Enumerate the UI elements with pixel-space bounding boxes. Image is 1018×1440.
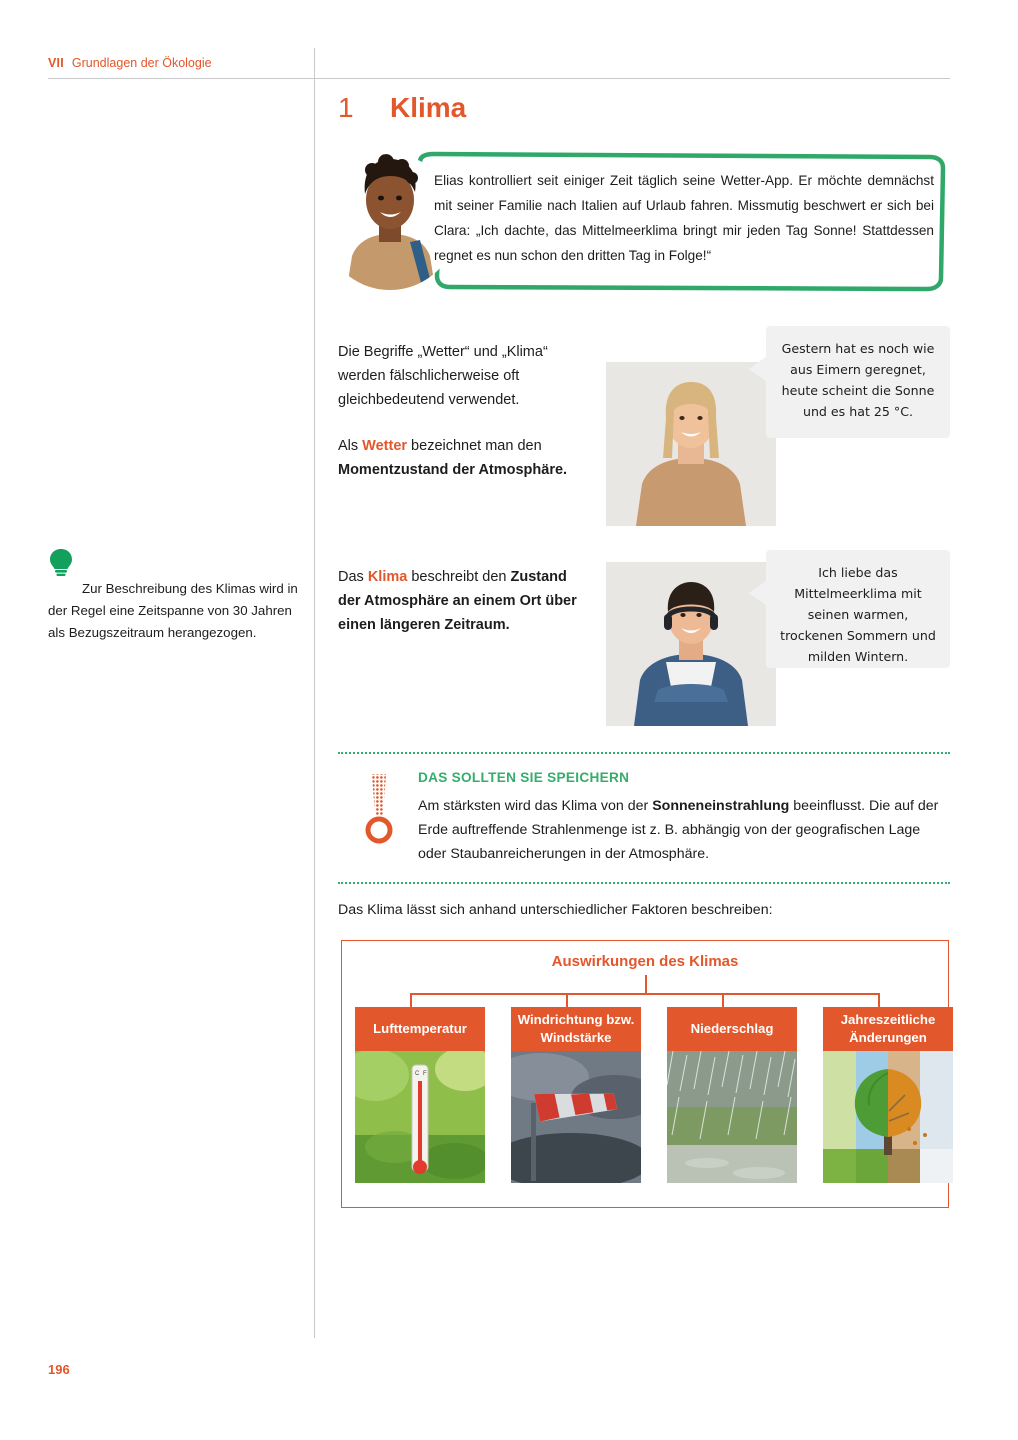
save-box-text-bold: Sonneneinstrahlung (652, 798, 790, 814)
diagram-cell-label: Jahreszeitliche Änderungen (823, 1007, 953, 1051)
tree-four-seasons-photo (823, 1051, 953, 1183)
lightbulb-icon (48, 548, 74, 583)
save-box-text-part1: Am stärksten wird das Klima von der (418, 798, 653, 814)
diagram-cell-windrichtung (511, 1007, 641, 1183)
save-box-text-part2: beeinflusst. Die auf der Erde auftreffende Strahlenmenge ist z. B. abhängig von der geografischen Lage oder Staubanreicherungen in der Atmosphäre. (418, 798, 939, 862)
connector-drop-3 (722, 993, 724, 1007)
margin-divider (314, 48, 315, 1338)
speech-bubble-wetter (766, 326, 950, 438)
margin-tip (48, 548, 298, 644)
definition-klima-text (338, 565, 588, 637)
page-title (338, 92, 466, 124)
exclamation-mark-icon (356, 772, 400, 849)
diagram-cell-label: Niederschlag (667, 1007, 797, 1051)
save-box-title: DAS SOLLTEN SIE SPEICHERN (418, 770, 630, 785)
leadin-text: Das Klima lässt sich anhand unterschiedlicher Faktoren beschreiben: (338, 902, 773, 918)
wetter-keyword: Wetter (362, 438, 408, 454)
definition-wetter-text (338, 340, 578, 504)
speech-bubble-tail (749, 356, 767, 382)
speech-bubble-wetter-text: Gestern hat es noch wie aus Eimern geregnet, heute scheint die Sonne und es hat 25 °C. (781, 341, 935, 419)
diagram-cell-niederschlag (667, 1007, 797, 1183)
diagram-cell-label: Windrichtung bzw. Windstärke (511, 1007, 641, 1051)
windsock-photo (511, 1051, 641, 1183)
speech-bubble-klima (766, 550, 950, 668)
diagram-cell-lufttemperatur (355, 1007, 485, 1183)
save-box-top-divider (338, 752, 950, 754)
diagram-title: Auswirkungen des Klimas (551, 953, 739, 970)
wetter-lead: Als (338, 438, 363, 454)
rain-on-meadow-photo (667, 1051, 797, 1183)
connector-bar (410, 993, 880, 995)
running-head-volume: VII (48, 56, 64, 70)
svg-text:C: C (415, 1071, 420, 1077)
klima-keyword: Klima (367, 569, 408, 585)
save-box-bottom-divider (338, 882, 950, 884)
definition-klima-paragraph (338, 565, 588, 637)
margin-tip-text: Zur Beschreibung des Klimas wird in der Regel eine Zeitspanne von 30 Jahren als Bezugszeitraum herangezogen. (48, 581, 298, 640)
definition-intro-paragraph: Die Begriffe „Wetter“ und „Klima“ werden fälschlicherweise oft gleichbedeutend verwendet. (338, 344, 548, 408)
klima-bold: Zustand der Atmosphäre an einem Ort über einen längeren Zeitraum. (338, 569, 577, 633)
speech-bubble-klima-text: Ich liebe das Mittelmeerklima mit seinen warmen, trockenen Sommern und milden Wintern. (780, 565, 936, 664)
diagram-cell-label: Lufttemperatur (355, 1007, 485, 1051)
page-number: 196 (48, 1362, 70, 1377)
running-head (48, 56, 950, 70)
intro-speech-block (338, 150, 950, 298)
klima-rest: beschreibt den (407, 569, 511, 585)
thermometer-in-grass-photo (355, 1051, 485, 1183)
young-woman-photo (606, 362, 776, 526)
header-divider (48, 78, 950, 79)
chapter-number: 1 (338, 92, 354, 123)
climate-factors-diagram (341, 940, 949, 1208)
klima-lead: Das (338, 569, 368, 585)
speech-bubble-tail (749, 580, 767, 606)
connector-drop-4 (878, 993, 880, 1007)
chapter-title: Klima (390, 92, 467, 123)
definition-wetter-paragraph (338, 434, 578, 482)
connector-stem (645, 975, 647, 993)
running-head-title: Grundlagen der Ökologie (71, 56, 212, 70)
intro-text: Elias kontrolliert seit einiger Zeit täglich seine Wetter-App. Er möchte demnächst mit seiner Familie nach Italien auf Urlaub fahren. Missmutig beschwert er sich bei Clara: „Ich dachte, das Mittelmeerklima bringt mir jeden Tag Sonne! Stattdessen regnet es nun schon den dritten Tag in Folge!“ (434, 173, 934, 263)
connector-drop-2 (566, 993, 568, 1007)
save-box-text (418, 794, 948, 866)
wetter-bold: Momentzustand der Atmosphäre. (338, 462, 568, 478)
student-boy-photo (338, 144, 448, 294)
wetter-rest: bezeichnet man den (407, 438, 542, 454)
svg-text:F: F (423, 1071, 427, 1077)
connector-drop-1 (410, 993, 412, 1007)
diagram-cell-jahreszeiten (823, 1007, 953, 1183)
